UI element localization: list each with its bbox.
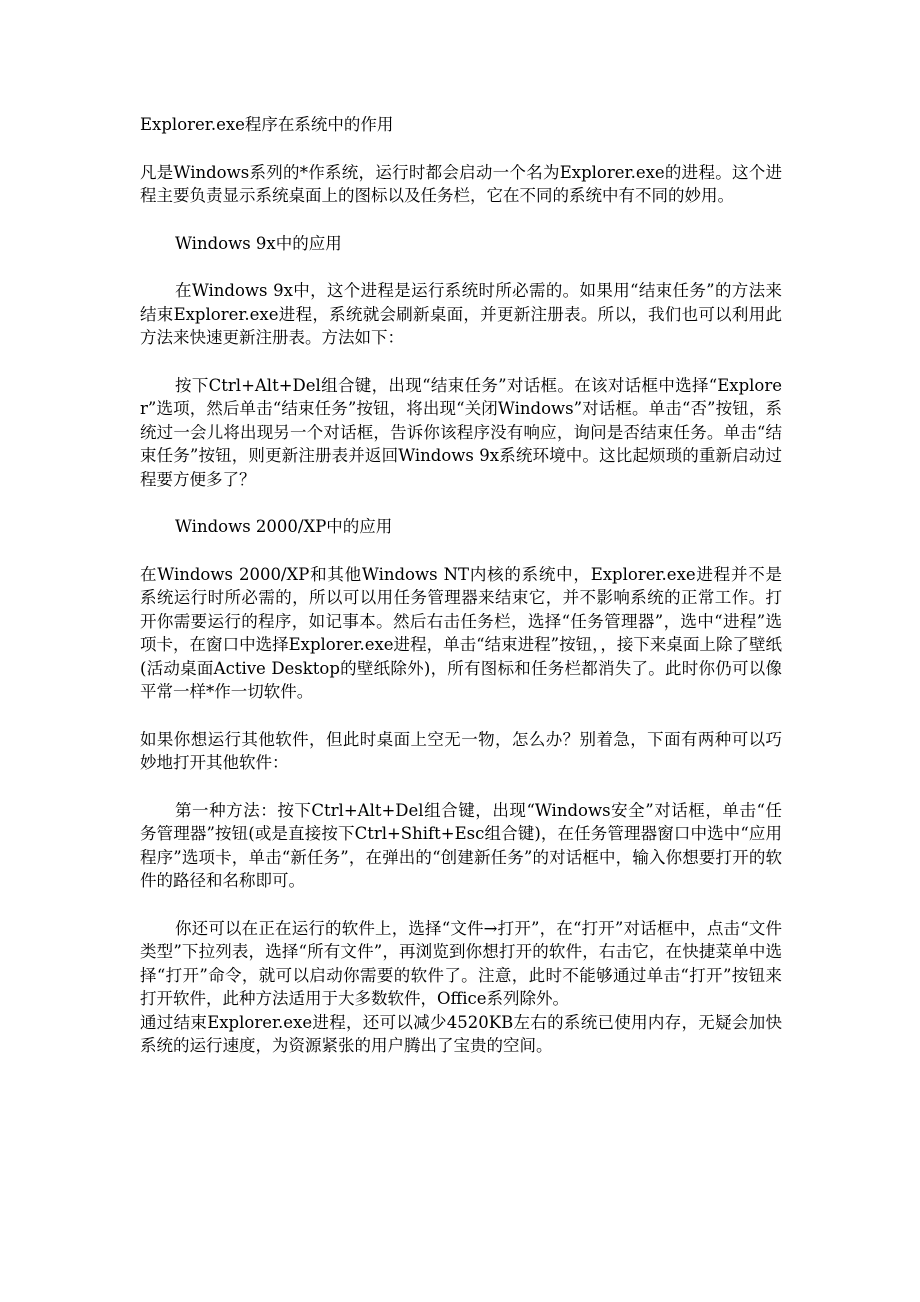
paragraph-method-two: 你还可以在正在运行的软件上，选择“文件→打开”，在“打开”对话框中，点击“文件类型”下拉列表，选择“所有文件”，再浏览到你想打开的软件，右击它，在快捷菜单中选择“打开”命令，就可以启动你需要的软件了。注意，此时不能够通过单击“打开”按钮来打开软件，此种方法适用于大多数软件，Office系列除外。: [140, 918, 782, 1008]
paragraph-win2000xp-overview: 在Windows 2000/XP和其他Windows NT内核的系统中，Explorer.exe进程并不是系统运行时所必需的，所以可以用任务管理器来结束它，并不影响系统的正常工作。打开你需要运行的程序，如记事本。然后右击任务栏，选择“任务管理器”，选中“进程”选项卡，在窗口中选择Explorer.exe进程，单击“结束进程”按钮，，接下来桌面上除了壁纸(活动桌面Active Desktop的壁纸除外)，所有图标和任务栏都消失了。此时你仍可以像平常一样*作一切软件。: [140, 564, 782, 701]
document-title: Explorer.exe程序在系统中的作用: [140, 115, 394, 134]
paragraph-run-other-software: 如果你想运行其他软件，但此时桌面上空无一物，怎么办？别着急，下面有两种可以巧妙地打开其他软件：: [140, 729, 782, 772]
section-heading-win9x: Windows 9x中的应用: [175, 233, 342, 253]
document-body: [140, 113, 782, 1058]
paragraph-win9x-steps: 按下Ctrl+Alt+Del组合键，出现“结束任务”对话框。在该对话框中选择“Explorer”选项，然后单击“结束任务”按钮，将出现“关闭Windows”对话框。单击“否”按钮，系统过一会儿将出现另一个对话框，告诉你该程序没有响应，询问是否结束任务。单击“结束任务”按钮，则更新注册表并返回Windows 9x系统环境中。这比起烦琐的重新启动过程要方便多了？: [140, 375, 782, 489]
paragraph-intro: 凡是Windows系列的*作系统，运行时都会启动一个名为Explorer.exe的进程。这个进程主要负责显示系统桌面上的图标以及任务栏，它在不同的系统中有不同的妙用。: [140, 162, 782, 205]
paragraph-conclusion: 通过结束Explorer.exe进程，还可以减少4520KB左右的系统已使用内存，无疑会加快系统的运行速度，为资源紧张的用户腾出了宝贵的空间。: [140, 1012, 782, 1055]
paragraph-method-one: 第一种方法：按下Ctrl+Alt+Del组合键，出现“Windows安全”对话框，单击“任务管理器”按钮(或是直接按下Ctrl+Shift+Esc组合键)，在任务管理器窗口中选中“应用程序”选项卡，单击“新任务”，在弹出的“创建新任务”的对话框中，输入你想要打开的软件的路径和名称即可。: [140, 800, 782, 890]
paragraph-win9x-overview: 在Windows 9x中，这个进程是运行系统时所必需的。如果用“结束任务”的方法来结束Explorer.exe进程，系统就会刷新桌面，并更新注册表。所以，我们也可以利用此方法来快速更新注册表。方法如下：: [140, 281, 782, 347]
section-heading-win2000xp: Windows 2000/XP中的应用: [175, 517, 393, 536]
